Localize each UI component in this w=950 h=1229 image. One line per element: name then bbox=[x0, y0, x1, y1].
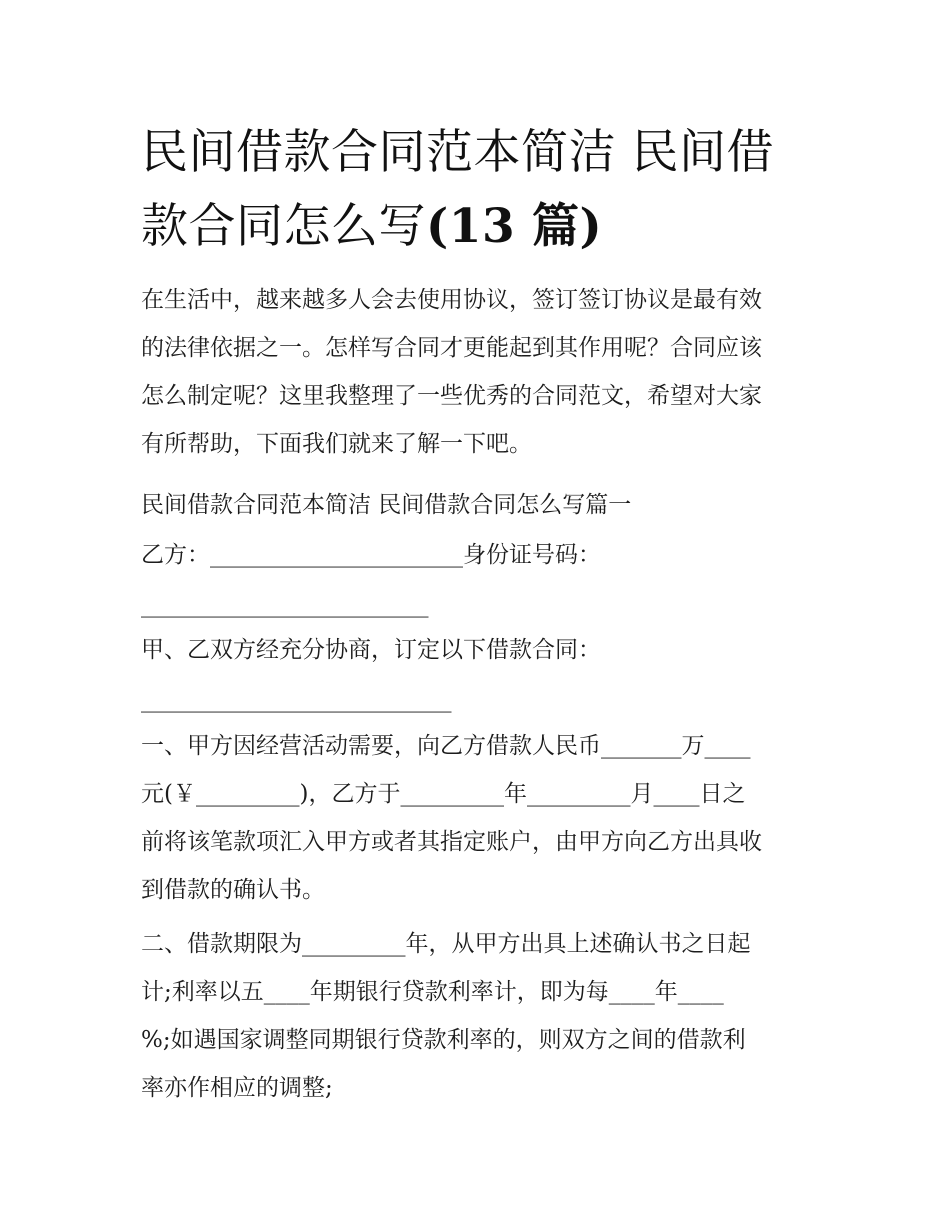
intro-line: 怎么制定呢？这里我整理了一些优秀的合同范文，希望对大家 bbox=[141, 383, 762, 409]
clause-2-line: %;如遇国家调整同期银行贷款利率的，则双方之间的借款利 bbox=[141, 1027, 746, 1053]
document-title bbox=[141, 116, 821, 264]
blank-line: _________________________ bbox=[141, 592, 429, 618]
clause-1-line: 到借款的确认书。 bbox=[141, 877, 325, 903]
title-part-2: 款合同怎么写 bbox=[141, 199, 426, 254]
clause-1-line: 元(￥_________)，乙方于_________年_________月____日之 bbox=[141, 781, 746, 807]
title-part-3: (13 篇) bbox=[426, 199, 603, 254]
title-part-1: 民间借款合同范本简洁 民间借 bbox=[141, 125, 774, 180]
intro-line: 有所帮助，下面我们就来了解一下吧。 bbox=[141, 431, 532, 457]
intro-line: 在生活中，越来越多人会去使用协议，签订签订协议是最有效 bbox=[141, 287, 762, 313]
agreement-line: 甲、乙双方经充分协商，订定以下借款合同： bbox=[141, 637, 601, 663]
party-b-line: 乙方：______________________身份证号码： bbox=[141, 542, 601, 568]
clause-2-line: 计;利率以五____年期银行贷款利率计，即为每____年____ bbox=[141, 979, 724, 1005]
clause-1-line: 前将该笔款项汇入甲方或者其指定账户，由甲方向乙方出具收 bbox=[141, 829, 762, 855]
clause-2 bbox=[141, 920, 813, 1112]
clause-1 bbox=[141, 722, 813, 914]
blank-line: ___________________________ bbox=[141, 687, 452, 713]
clause-2-line: 二、借款期限为_________年，从甲方出具上述确认书之日起 bbox=[141, 931, 751, 957]
intro-line: 的法律依据之一。怎样写合同才更能起到其作用呢？合同应该 bbox=[141, 335, 762, 361]
intro-paragraph bbox=[141, 276, 813, 468]
clause-1-line: 一、甲方因经营活动需要，向乙方借款人民币_______万____ bbox=[141, 733, 751, 759]
section-heading: 民间借款合同范本简洁 民间借款合同怎么写篇一 bbox=[141, 492, 632, 518]
clause-2-line: 率亦作相应的调整; bbox=[141, 1075, 333, 1101]
